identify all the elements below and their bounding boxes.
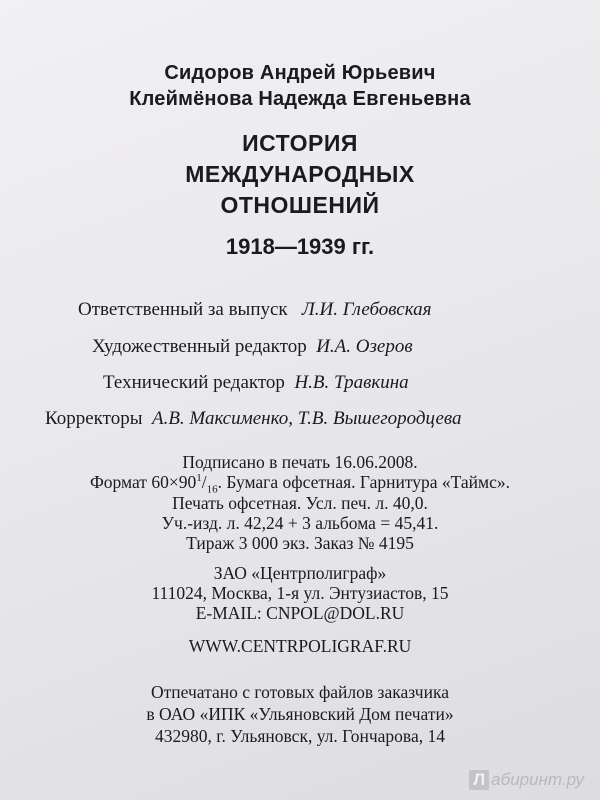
credit-proofreaders [0, 408, 600, 430]
publisher-email: E-MAIL: CNPOL@DOL.RU [195, 603, 405, 623]
format-sub: 16 [206, 483, 218, 496]
credit-role: Корректоры [45, 408, 143, 429]
author-1: Сидоров Андрей Юрьевич [164, 62, 436, 84]
printer-line-3: 432980, г. Ульяновск, ул. Гончарова, 14 [155, 726, 445, 746]
format-sup: 1 [196, 472, 202, 485]
publisher-address: 111024, Москва, 1-я ул. Энтузиастов, 15 [151, 583, 449, 603]
credit-release [0, 299, 600, 321]
title-line-2: МЕЖДУНАРОДНЫХ [185, 161, 415, 187]
credit-name: Н.В. Травкина [294, 372, 409, 393]
printer-line-1: Отпечатано с готовых файлов заказчика [151, 682, 449, 702]
watermark-text: абиринт.ру [491, 770, 584, 789]
credit-role: Ответственный за выпуск [78, 299, 288, 320]
format-suffix: . Бумага офсетная. Гарнитура «Таймс». [217, 472, 511, 492]
author-2: Клеймёнова Надежда Евгеньевна [129, 88, 471, 110]
labirint-logo-icon: Л [469, 770, 489, 790]
print-type: Печать офсетная. Усл. печ. л. 40,0. [172, 493, 428, 513]
credit-tech-editor [0, 372, 600, 394]
title-line-1: ИСТОРИЯ [242, 130, 358, 156]
credit-name: Л.И. Глебовская [301, 299, 432, 320]
printer-line-2: в ОАО «ИПК «Ульяновский Дом печати» [146, 704, 454, 724]
credit-name: И.А. Озеров [316, 336, 413, 357]
print-run: Тираж 3 000 экз. Заказ № 4195 [186, 533, 414, 553]
format-prefix: Формат 60×90 [89, 472, 197, 492]
print-pages: Уч.-изд. л. 42,24 + 3 альбома = 45,41. [161, 513, 439, 533]
credit-role: Технический редактор [103, 372, 285, 393]
credit-name: А.В. Максименко, Т.В. Вышегородцева [151, 408, 462, 429]
labirint-watermark [469, 770, 584, 790]
title-line-3: ОТНОШЕНИЙ [220, 192, 380, 218]
publisher-website: WWW.CENTRPOLIGRAF.RU [188, 636, 412, 656]
signed-to-print: Подписано в печать 16.06.2008. [182, 452, 418, 472]
publisher-name: ЗАО «Центрполиграф» [213, 563, 387, 583]
credit-art-editor [0, 336, 600, 358]
years: 1918—1939 гг. [225, 234, 375, 259]
credit-role: Художественный редактор [92, 336, 307, 357]
format-line: Формат $60\times 90^1/_{16}$. Бумага офсетная. Гарнитура «Таймс». [89, 472, 511, 496]
